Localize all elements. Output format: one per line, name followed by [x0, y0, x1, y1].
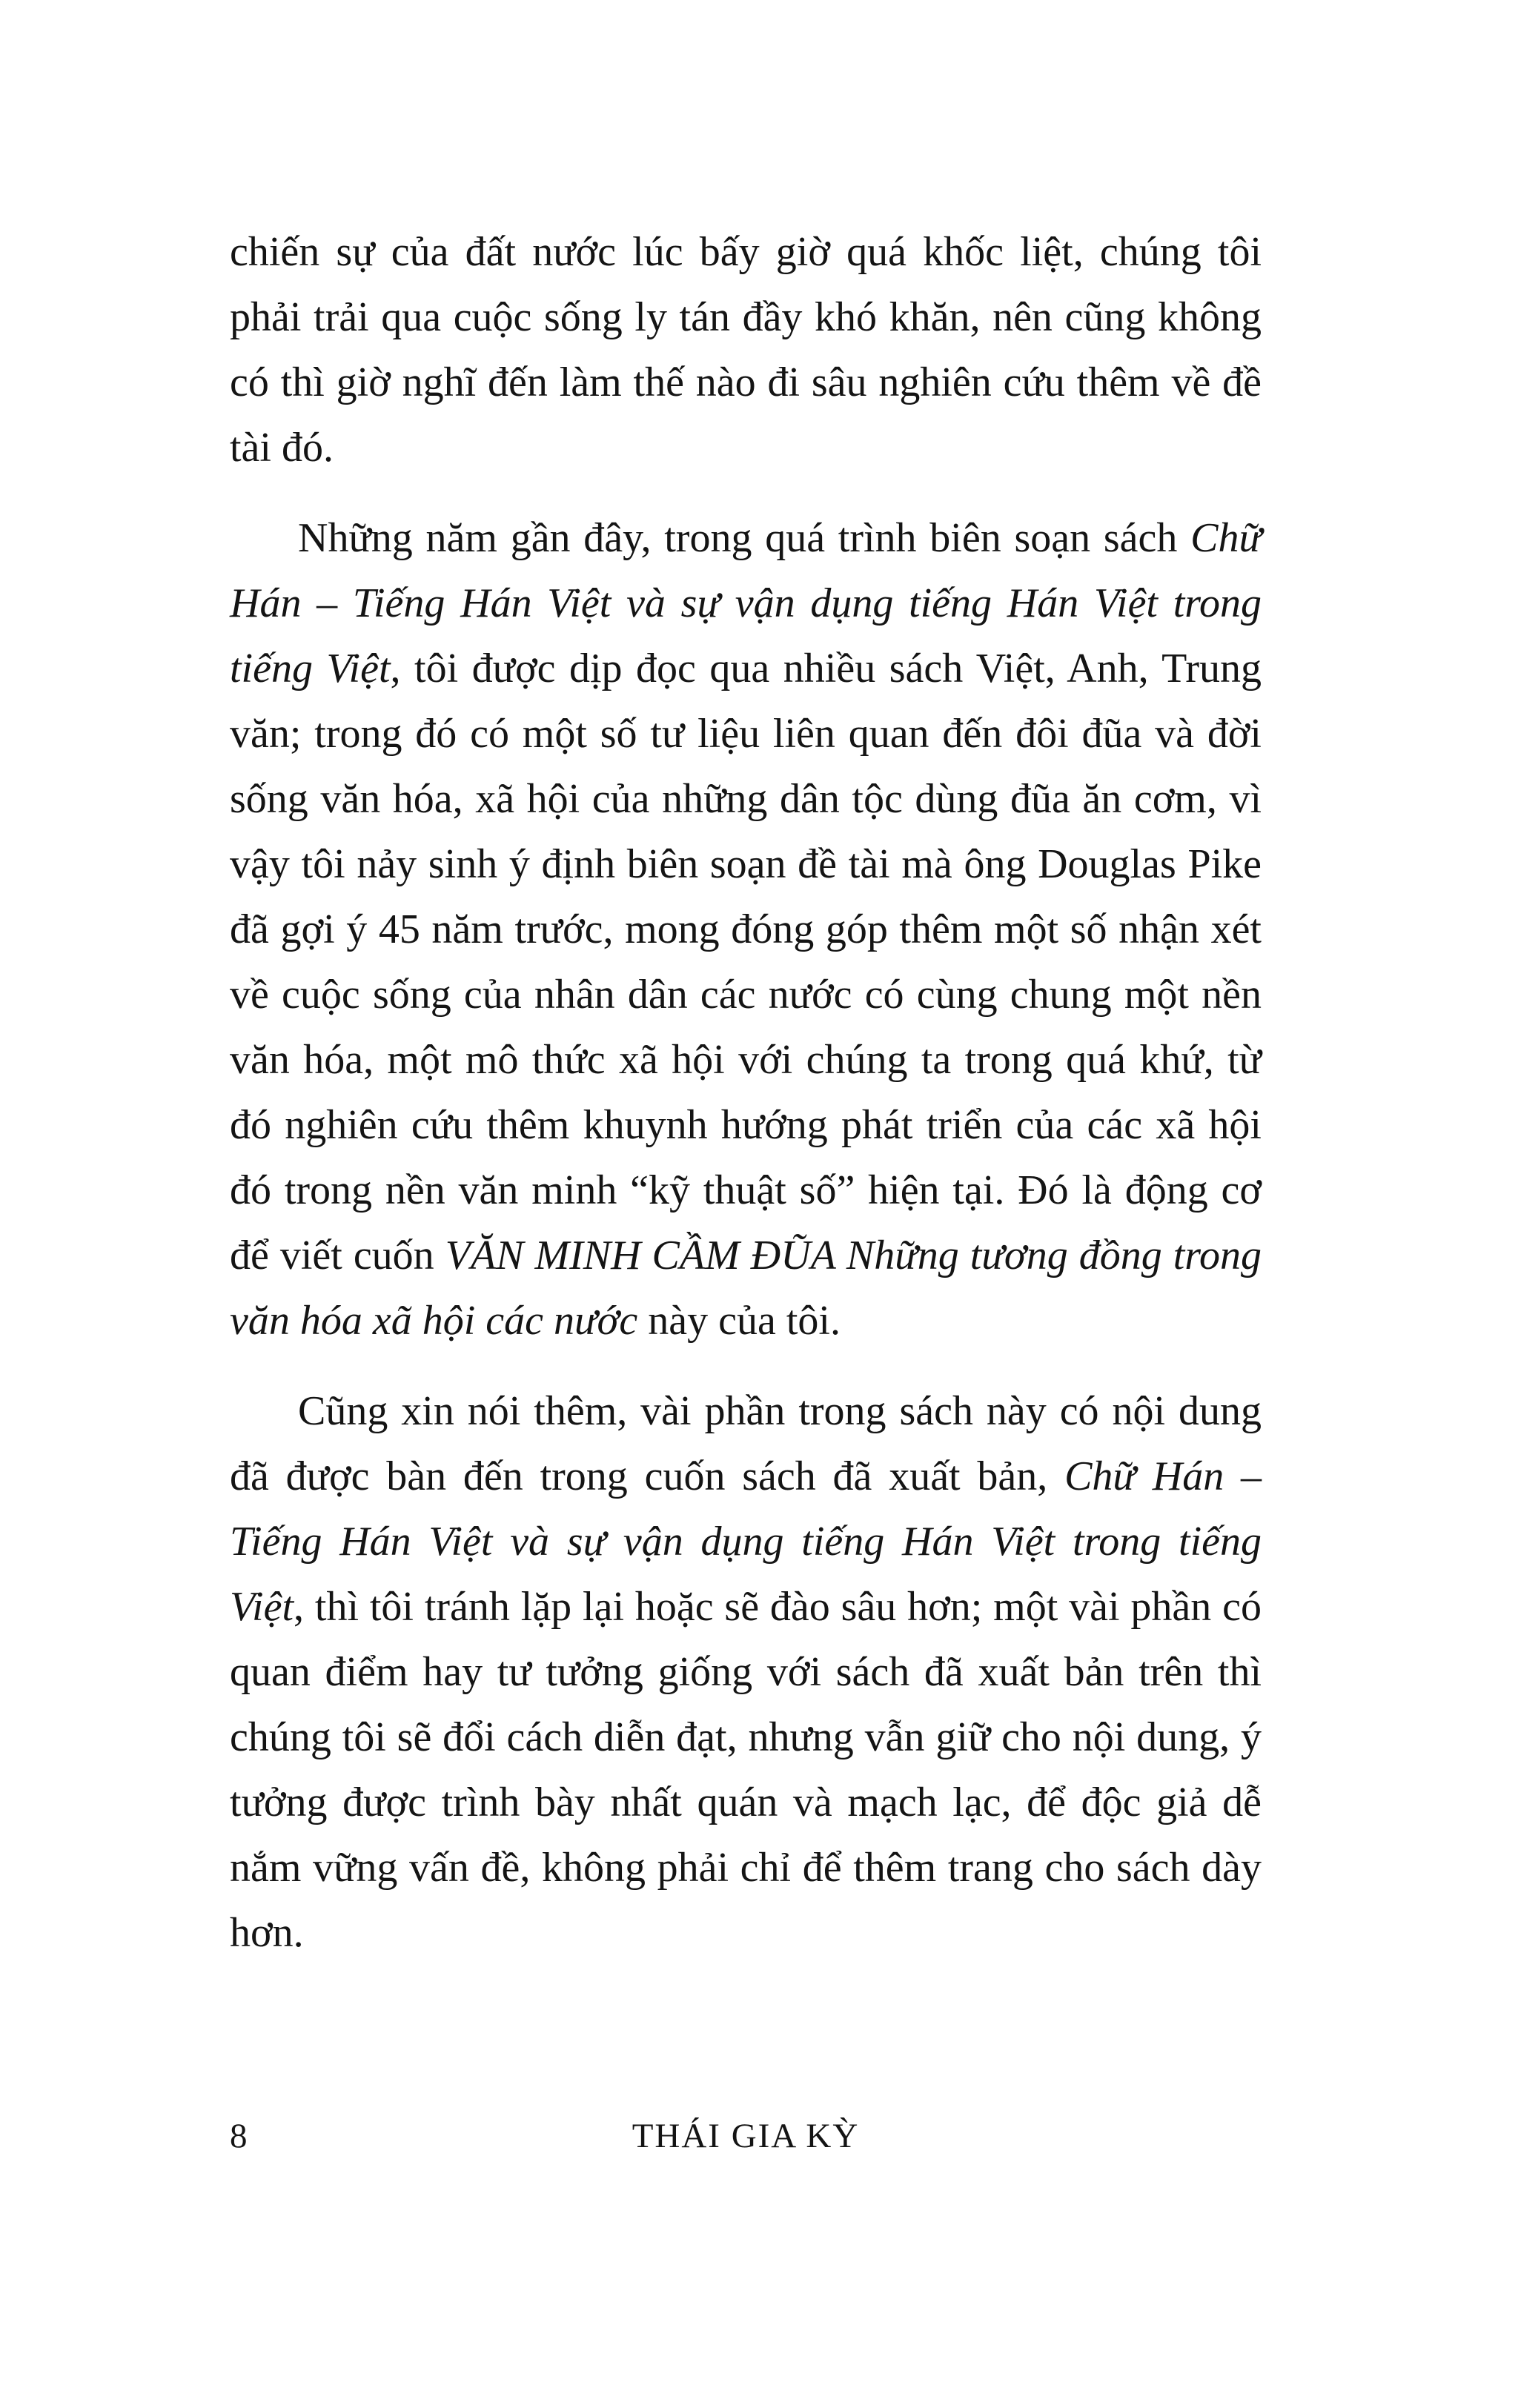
running-title: THÁI GIA KỲ: [632, 2117, 860, 2155]
text-segment: Chữ Hán – Tiếng Hán Việt và sự vận dụng tiếng Hán Việt trong tiếng Việt: [230, 1453, 1262, 1630]
text-segment: Chữ Hán – Tiếng Hán Việt và sự vận dụng tiếng Hán Việt trong tiếng Việt: [230, 515, 1262, 691]
text-segment: Những năm gần đây, trong quá trình biên soạn sách: [298, 515, 1191, 561]
page-footer: [230, 2114, 1262, 2158]
text-segment: Cũng xin nói thêm, vài phần trong sách này có nội dung đã được bàn đến trong cuốn sách đã xuất bản,: [230, 1388, 1262, 1499]
paragraph: [230, 219, 1262, 480]
text-segment: , tôi được dịp đọc qua nhiều sách Việt, Anh, Trung văn; trong đó có một số tư liệu liên quan đến đôi đũa và đời sống văn hóa, xã hội của những dân tộc dùng đũa ăn cơm, vì vậy tôi nảy sinh ý định biên soạn đề tài mà ông Douglas Pike đã gợi ý 45 năm trước, mong đóng góp thêm một số nhận xét về cuộc sống của nhân dân các nước có cùng chung một nền văn hóa, một mô thức xã hội với chúng ta trong quá khứ, từ đó nghiên cứu thêm khuynh hướng phát triển của các xã hội đó trong nền văn minh “kỹ thuật số” hiện tại. Đó là động cơ để viết cuốn: [230, 646, 1262, 1278]
text-segment: , thì tôi tránh lặp lại hoặc sẽ đào sâu hơn; một vài phần có quan điểm hay tư tưởng giống với sách đã xuất bản trên thì chúng tôi sẽ đổi cách diễn đạt, nhưng vẫn giữ cho nội dung, ý tưởng được trình bày nhất quán và mạch lạc, để độc giả dễ nắm vững vấn đề, không phải chỉ để thêm trang cho sách dày hơn.: [230, 1584, 1262, 1956]
text-segment: này của tôi.: [637, 1298, 841, 1344]
text-segment: VĂN MINH CẦM ĐŨA Những tương đồng trong văn hóa xã hội các nước: [230, 1233, 1262, 1344]
text-segment: chiến sự của đất nước lúc bấy giờ quá khốc liệt, chúng tôi phải trải qua cuộc sống ly tán đầy khó khăn, nên cũng không có thì giờ nghĩ đến làm thế nào đi sâu nghiên cứu thêm về đề tài đó.: [230, 229, 1262, 471]
paragraph: [230, 505, 1262, 1353]
paragraph: [230, 1379, 1262, 1966]
text-block: [230, 219, 1262, 1991]
page-number: 8: [230, 2117, 248, 2155]
